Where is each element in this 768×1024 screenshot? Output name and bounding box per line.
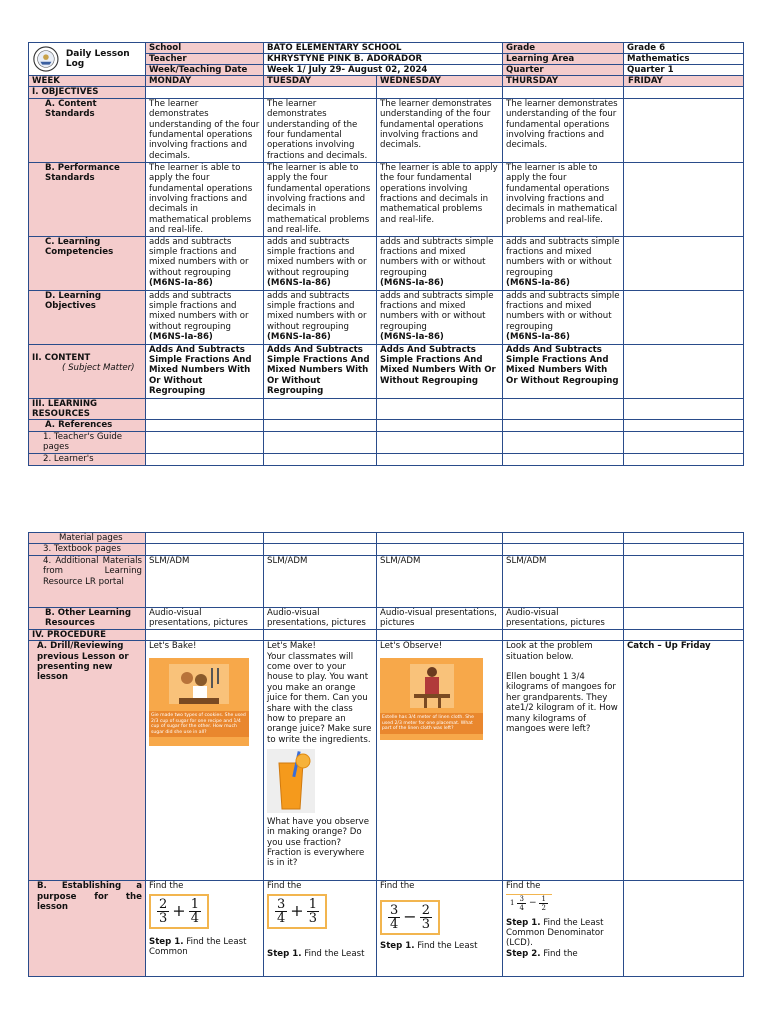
day-tuesday: TUESDAY — [264, 76, 377, 87]
performance-standards-wed: The learner is able to apply the four fundamental operations involving fractions and decimals in mathematical problems and real-life. — [377, 162, 503, 236]
drill-thu-text1: Look at the problem situation below. — [506, 641, 593, 662]
teachers-guide-label: 1. Teacher's Guide pages — [29, 431, 146, 453]
content-mon: Adds And Subtracts Simple Fractions And Mixed Numbers With Or Without Regrouping — [146, 344, 264, 398]
purpose-thu-step1: Step 1. Find the Least Common Denominator (LCD). — [506, 917, 604, 949]
purpose-mon-step: Step 1. Find the Least Common — [149, 936, 247, 958]
purpose-wed-find: Find the — [380, 881, 415, 892]
expression-thu: 1 $\frac{3}{4}$ − $\frac{1}{2}$ — [506, 894, 552, 912]
lesson-log-table-1 — [28, 42, 744, 466]
drill-tue — [264, 641, 377, 881]
quarter-value: Quarter 1 — [624, 65, 744, 76]
learning-objectives-tue: adds and subtracts simple fractions and mixed numbers with or without regrouping (M6NS-Ia-86) — [264, 290, 377, 344]
expression-tue: $\frac{3}{4}$ + $\frac{1}{3}$ — [267, 894, 327, 929]
week-label: WEEK — [29, 76, 146, 87]
content-thu: Adds And Subtracts Simple Fractions And Mixed Numbers With Or Without Regrouping — [503, 344, 624, 398]
day-wednesday: WEDNESDAY — [377, 76, 503, 87]
grade-value: Grade 6 — [624, 43, 744, 54]
expression-wed: $\frac{3}{4}$ − $\frac{2}{3}$ — [380, 900, 440, 935]
competencies-wed: adds and subtracts simple fractions and mixed numbers with or without regrouping (M6NS-Ia-86) — [377, 236, 503, 290]
deped-seal-icon — [32, 44, 60, 74]
learning-objectives-mon: adds and subtracts simple fractions and mixed numbers with or without regrouping (M6NS-Ia-86) — [146, 290, 264, 344]
competencies-mon: adds and subtracts simple fractions and mixed numbers with or without regrouping (M6NS-Ia-86) — [146, 236, 264, 290]
baking-illustration — [149, 658, 249, 746]
purpose-wed — [377, 881, 503, 977]
learning-objectives-label: D. Learning Objectives — [29, 290, 146, 344]
teacher-value: KHRYSTYNE PINK B. ADORADOR — [264, 54, 503, 65]
purpose-thu-step2: Step 2. Find the — [506, 948, 578, 959]
purpose-mon — [146, 881, 264, 977]
purpose-tue-find: Find the — [267, 881, 302, 892]
textbook-label: 3. Textbook pages — [29, 544, 146, 555]
teacher-label: Teacher — [146, 54, 264, 65]
additional-thu: SLM/ADM — [503, 555, 624, 607]
content-tue: Adds And Subtracts Simple Fractions And Mixed Numbers With Or Without Regrouping — [264, 344, 377, 398]
drill-mon-title: Let's Bake! — [149, 641, 197, 652]
additional-mon: SLM/ADM — [146, 555, 264, 607]
purpose-tue-step: Step 1. Find the Least — [267, 948, 365, 959]
learners-material-label-a: 2. Learner's — [29, 453, 146, 465]
date-label: Week/Teaching Date — [146, 65, 264, 76]
drill-tue-text: Your classmates will come over to your house to play. You want you make an orange juice for them. Can you share with the class how to prepare an orange juice? Make sure to write the ingredients. — [267, 651, 372, 745]
competencies-tue: adds and subtracts simple fractions and mixed numbers with or without regrouping (M6NS-Ia-86) — [264, 236, 377, 290]
content-label: II. CONTENT ( Subject Matter) — [29, 344, 146, 398]
other-thu: Audio-visual presentations, pictures — [503, 607, 624, 629]
additional-tue: SLM/ADM — [264, 555, 377, 607]
sewing-caption: Estelle has 3/4 meter of linen cloth. She used 2/3 meter for one placemat. What part of the linen cloth was left? — [380, 713, 483, 734]
baking-caption: Gie made two types of cookies. She used 2/3 cup of sugar for one recipe and 1/4 cup of sugar for the other. How much sugar did she use in all? — [149, 711, 249, 737]
sewing-woman-icon — [380, 658, 483, 710]
objectives-heading: I. OBJECTIVES — [29, 87, 146, 98]
quarter-label: Quarter — [503, 65, 624, 76]
purpose-thu-find: Find the — [506, 881, 541, 892]
purpose-tue — [264, 881, 377, 977]
drill-tue-title: Let's Make! — [267, 641, 316, 652]
drill-wed — [377, 641, 503, 881]
drill-label: A. Drill/Reviewing previous Lesson or presenting new lesson — [29, 641, 146, 881]
day-friday: FRIDAY — [624, 76, 744, 87]
content-standards-thu: The learner demonstrates understanding of the four fundamental operations involving fractions and decimals. — [503, 98, 624, 162]
learning-area-value: Mathematics — [624, 54, 744, 65]
content-wed: Adds And Subtracts Simple Fractions And Mixed Numbers With Or Without Regrouping — [377, 344, 503, 398]
drill-mon — [146, 641, 264, 881]
page-title: Daily Lesson Log — [65, 49, 130, 69]
school-label: School — [146, 43, 264, 54]
date-value: Week 1/ July 29- August 02, 2024 — [264, 65, 503, 76]
drill-tue-text2: What have you observe in making orange? Do you use fraction? Fraction is everywhere is in it? — [267, 816, 370, 869]
learning-objectives-wed: adds and subtracts simple fractions and mixed numbers with or without regrouping (M6NS-Ia-86) — [377, 290, 503, 344]
purpose-mon-find: Find the — [149, 881, 184, 892]
other-resources-label: B. Other Learning Resources — [29, 607, 146, 629]
school-value: BATO ELEMENTARY SCHOOL — [264, 43, 503, 54]
lesson-log-page-2 — [28, 532, 743, 977]
purpose-label: B. Establishing a purpose for the lesson — [29, 881, 146, 977]
references-label: A. References — [29, 420, 146, 431]
day-thursday: THURSDAY — [503, 76, 624, 87]
performance-standards-label: B. Performance Standards — [29, 162, 146, 236]
day-monday: MONDAY — [146, 76, 264, 87]
lesson-log-page-1 — [28, 42, 743, 466]
content-standards-tue: The learner demonstrates understanding of the four fundamental operations involving fractions and decimals. — [264, 98, 377, 162]
drill-fri: Catch – Up Friday — [624, 641, 744, 881]
header-logo-cell — [29, 43, 146, 76]
competencies-label: C. Learning Competencies — [29, 236, 146, 290]
performance-standards-thu: The learner is able to apply the four fundamental operations involving fractions and decimals in mathematical problems and real-life. — [503, 162, 624, 236]
baking-kitchen-icon — [149, 658, 249, 708]
sewing-illustration — [380, 658, 483, 740]
lesson-log-table-2 — [28, 532, 744, 977]
content-standards-mon: The learner demonstrates understanding of the four fundamental operations involving fractions and decimals. — [146, 98, 264, 162]
procedure-heading: IV. PROCEDURE — [29, 629, 146, 640]
purpose-wed-step: Step 1. Find the Least — [380, 940, 478, 951]
other-wed: Audio-visual presentations, pictures — [377, 607, 503, 629]
expression-mon: $\frac{2}{3}$ + $\frac{1}{4}$ — [149, 894, 209, 929]
other-tue: Audio-visual presentations, pictures — [264, 607, 377, 629]
drill-thu — [503, 641, 624, 881]
learning-area-label: Learning Area — [503, 54, 624, 65]
performance-standards-mon: The learner is able to apply the four fundamental operations involving fractions and decimals in mathematical problems and real-life. — [146, 162, 264, 236]
additional-materials-label: 4. Additional Materials from Learning Resource LR portal — [29, 555, 146, 607]
content-standards-wed: The learner demonstrates understanding of the four fundamental operations involving fractions and decimals. — [377, 98, 503, 162]
drill-thu-text2: Ellen bought 1 3/4 kilograms of mangoes for her grandparents. They ate1/2 kilogram of it. How many kilograms of mangoes were left? — [506, 672, 618, 735]
learners-material-label-b: Material pages — [29, 533, 146, 544]
drill-wed-title: Let's Observe! — [380, 641, 443, 652]
purpose-thu — [503, 881, 624, 977]
other-mon: Audio-visual presentations, pictures — [146, 607, 264, 629]
orange-juice-icon — [267, 749, 315, 813]
learning-objectives-thu: adds and subtracts simple fractions and mixed numbers with or without regrouping (M6NS-Ia-86) — [503, 290, 624, 344]
performance-standards-tue: The learner is able to apply the four fundamental operations involving fractions and decimals in mathematical problems and real-life. — [264, 162, 377, 236]
resources-heading: III. LEARNING RESOURCES — [29, 398, 146, 420]
competencies-thu: adds and subtracts simple fractions and mixed numbers with or without regrouping (M6NS-Ia-86) — [503, 236, 624, 290]
content-standards-label: A. Content Standards — [29, 98, 146, 162]
additional-wed: SLM/ADM — [377, 555, 503, 607]
grade-label: Grade — [503, 43, 624, 54]
